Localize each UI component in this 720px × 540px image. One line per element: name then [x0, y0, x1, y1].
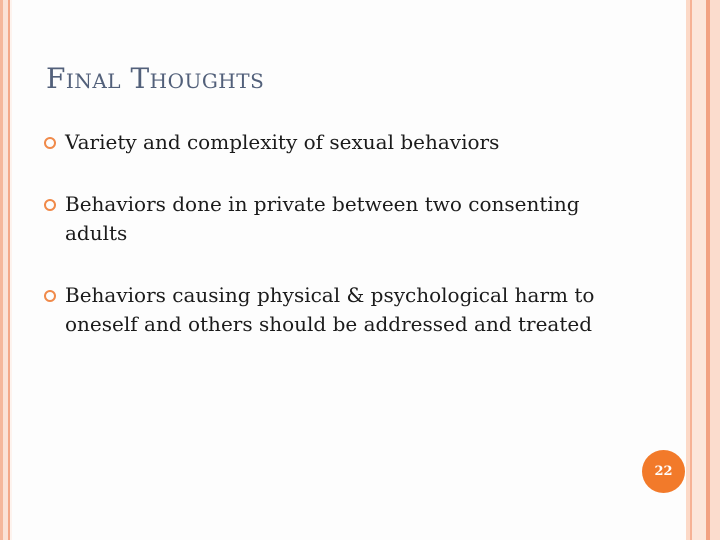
- bullet-item: [40, 128, 640, 157]
- bullet-item: [40, 190, 640, 248]
- bullet-list: [40, 128, 640, 372]
- hollow-circle-bullet-icon: [44, 199, 56, 211]
- slide-title: Final Thoughts: [46, 62, 265, 95]
- bullet-item: [40, 281, 640, 339]
- bullet-text: Behaviors causing physical & psychological harm to oneself and others should be addressed and treated: [65, 283, 595, 336]
- hollow-circle-bullet-icon: [44, 290, 56, 302]
- page-number-badge: 22: [642, 450, 685, 493]
- left-decorative-stripe: [0, 0, 12, 540]
- bullet-text: Variety and complexity of sexual behaviors: [65, 130, 500, 154]
- hollow-circle-bullet-icon: [44, 137, 56, 149]
- bullet-text: Behaviors done in private between two consenting adults: [65, 192, 580, 245]
- right-decorative-band: [686, 0, 720, 540]
